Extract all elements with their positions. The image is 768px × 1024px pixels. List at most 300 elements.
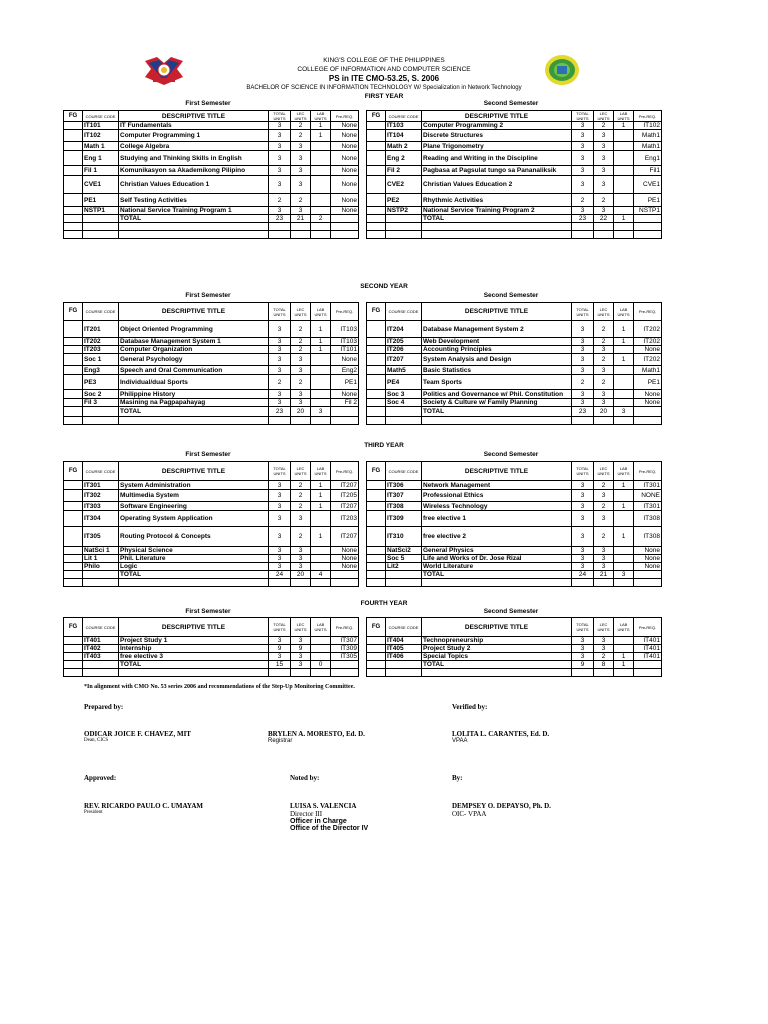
lab-units-cell xyxy=(311,194,331,207)
total-units-cell: 2 xyxy=(269,375,291,390)
lec-units-cell: 3 xyxy=(291,166,311,176)
lec-units-cell: 3 xyxy=(291,653,311,661)
lec-units-cell: 3 xyxy=(594,563,614,571)
grade-cell xyxy=(367,176,386,194)
total-units-cell: 3 xyxy=(269,511,291,527)
lab-units-cell: 1 xyxy=(614,215,634,223)
lab-units-cell: 1 xyxy=(614,122,634,130)
lec-units-cell: 2 xyxy=(291,346,311,354)
total-units-cell: 3 xyxy=(269,399,291,407)
total-units-cell: 3 xyxy=(269,338,291,346)
lec-units-cell: 3 xyxy=(594,166,614,176)
course-title-cell: Speech and Oral Communication xyxy=(119,366,269,375)
grade-cell xyxy=(64,637,83,645)
lec-units-cell: 3 xyxy=(291,354,311,366)
column-header-lec: LEC UNITS xyxy=(594,462,614,481)
grade-cell xyxy=(367,166,386,176)
signatory-moresto xyxy=(268,730,365,744)
course-title-cell: Masining na Pagpapahayag xyxy=(119,399,269,407)
blank-cell xyxy=(634,579,662,587)
course-code-cell xyxy=(83,571,119,579)
course-row xyxy=(64,166,359,176)
lec-units-cell: 3 xyxy=(594,207,614,215)
prereq-cell xyxy=(634,215,662,223)
total-units-cell: 3 xyxy=(572,366,594,375)
course-row xyxy=(367,511,662,527)
grade-cell xyxy=(367,338,386,346)
blank-cell xyxy=(119,417,269,425)
column-header-lec: LEC UNITS xyxy=(291,111,311,122)
course-title-cell: TOTAL xyxy=(422,407,572,417)
course-row xyxy=(64,481,359,490)
column-header-lab: LAB UNITS xyxy=(311,303,331,321)
course-title-cell: Christian Values Education 2 xyxy=(422,176,572,194)
lab-units-cell: 1 xyxy=(311,481,331,490)
blank-cell xyxy=(422,223,572,231)
grade-cell xyxy=(64,527,83,547)
course-table xyxy=(366,110,662,239)
column-header-total: TOTAL UNITS xyxy=(269,111,291,122)
prereq-cell: None xyxy=(331,166,359,176)
course-code-cell: Fil 1 xyxy=(83,166,119,176)
signatory-umayam xyxy=(84,802,203,815)
column-header-prereq: Pre-REQ. xyxy=(634,462,662,481)
lab-units-cell xyxy=(311,151,331,166)
total-row xyxy=(367,571,662,579)
lec-units-cell: 3 xyxy=(594,142,614,151)
grade-cell xyxy=(367,151,386,166)
blank-cell xyxy=(634,223,662,231)
course-title-cell: Professional Ethics xyxy=(422,490,572,502)
prereq-cell: IT202 xyxy=(634,321,662,338)
total-units-cell: 3 xyxy=(269,166,291,176)
college-name: KING'S COLLEGE OF THE PHILIPPINES xyxy=(323,57,445,64)
blank-cell xyxy=(422,579,572,587)
course-title-cell: Object Oriented Programming xyxy=(119,321,269,338)
course-row xyxy=(367,375,662,390)
column-header-lec: LEC UNITS xyxy=(291,618,311,637)
blank-cell xyxy=(269,223,291,231)
table-header-row xyxy=(64,618,359,637)
blank-cell xyxy=(386,223,422,231)
blank-cell xyxy=(64,417,83,425)
blank-cell xyxy=(594,669,614,677)
signatory-chavez xyxy=(84,730,191,743)
document-header xyxy=(0,56,768,93)
column-header-lab: LAB UNITS xyxy=(614,303,634,321)
course-title-cell: Christian Values Education 1 xyxy=(119,176,269,194)
prereq-cell: IT103 xyxy=(331,338,359,346)
course-table xyxy=(63,302,359,425)
prereq-cell: IT401 xyxy=(634,653,662,661)
course-code-cell: Lit 1 xyxy=(83,555,119,563)
column-header-fg: FG xyxy=(367,618,386,637)
course-row xyxy=(64,122,359,130)
course-title-cell: Web Development xyxy=(422,338,572,346)
grade-cell xyxy=(367,571,386,579)
course-code-cell: IT204 xyxy=(386,321,422,338)
total-units-cell: 3 xyxy=(269,555,291,563)
blank-cell xyxy=(291,223,311,231)
lec-units-cell: 3 xyxy=(291,511,311,527)
course-row xyxy=(64,142,359,151)
blank-cell xyxy=(572,231,594,239)
grade-cell xyxy=(367,215,386,223)
total-units-cell: 3 xyxy=(269,547,291,555)
semester-label: Second Semester xyxy=(483,292,539,299)
course-row xyxy=(367,399,662,407)
lab-units-cell: 1 xyxy=(311,346,331,354)
lab-units-cell: 1 xyxy=(614,338,634,346)
blank-row xyxy=(367,417,662,425)
signatory-name: DEMPSEY O. DEPAYSO, Ph. D. xyxy=(452,802,551,810)
prereq-cell: None xyxy=(331,547,359,555)
blank-cell xyxy=(291,579,311,587)
prereq-cell: None xyxy=(331,354,359,366)
course-row xyxy=(367,637,662,645)
course-table xyxy=(366,302,662,425)
column-header-code: COURSE CODE xyxy=(83,303,119,321)
course-row xyxy=(367,547,662,555)
total-units-cell: 3 xyxy=(269,490,291,502)
verified-by-block xyxy=(452,703,487,711)
year-label: THIRD YEAR xyxy=(364,442,404,449)
column-header-total: TOTAL UNITS xyxy=(269,462,291,481)
course-title-cell: Database Management System 2 xyxy=(422,321,572,338)
by-label: By: xyxy=(452,774,463,782)
course-code-cell: IT206 xyxy=(386,346,422,354)
lab-units-cell: 1 xyxy=(311,527,331,547)
course-row xyxy=(367,645,662,653)
department-name: COLLEGE OF INFORMATION AND COMPUTER SCIENCE xyxy=(297,66,471,73)
column-header-title: DESCRIPTIVE TITLE xyxy=(422,462,572,481)
column-header-total: TOTAL UNITS xyxy=(572,303,594,321)
course-title-cell: TOTAL xyxy=(422,571,572,579)
blank-cell xyxy=(594,417,614,425)
column-header-lec: LEC UNITS xyxy=(594,111,614,122)
course-title-cell: free elective 3 xyxy=(119,653,269,661)
grade-cell xyxy=(64,571,83,579)
prereq-cell: Math1 xyxy=(634,366,662,375)
blank-cell xyxy=(311,417,331,425)
blank-cell xyxy=(614,223,634,231)
course-code-cell: Fil 2 xyxy=(386,166,422,176)
column-header-fg: FG xyxy=(367,111,386,122)
lab-units-cell: 2 xyxy=(311,215,331,223)
course-title-cell: Phil. Literature xyxy=(119,555,269,563)
blank-cell xyxy=(64,223,83,231)
verified-by-label: Verified by: xyxy=(452,703,488,711)
course-code-cell xyxy=(386,571,422,579)
total-units-cell: 3 xyxy=(572,547,594,555)
lec-units-cell: 3 xyxy=(291,661,311,669)
blank-cell xyxy=(291,669,311,677)
prereq-cell: None xyxy=(634,555,662,563)
grade-cell xyxy=(367,321,386,338)
course-code-cell: IT303 xyxy=(83,502,119,511)
prereq-cell: IT308 xyxy=(634,527,662,547)
total-units-cell: 3 xyxy=(269,130,291,142)
lab-units-cell: 1 xyxy=(311,338,331,346)
lec-units-cell: 2 xyxy=(291,130,311,142)
total-units-cell: 3 xyxy=(572,130,594,142)
course-code-cell: IT309 xyxy=(386,511,422,527)
blank-cell xyxy=(422,231,572,239)
course-code-cell: CVE2 xyxy=(386,176,422,194)
lab-units-cell xyxy=(614,194,634,207)
signatory-name: LUISA S. VALENCIA xyxy=(290,802,357,810)
column-header-code: COURSE CODE xyxy=(386,111,422,122)
grade-cell xyxy=(64,390,83,399)
column-header-lab: LAB UNITS xyxy=(614,618,634,637)
grade-cell xyxy=(367,399,386,407)
lab-units-cell: 1 xyxy=(311,321,331,338)
lab-units-cell xyxy=(614,375,634,390)
grade-cell xyxy=(367,490,386,502)
column-header-lec: LEC UNITS xyxy=(291,462,311,481)
prereq-cell: IT301 xyxy=(634,502,662,511)
blank-row xyxy=(367,231,662,239)
prereq-cell: IT202 xyxy=(634,338,662,346)
grade-cell xyxy=(64,399,83,407)
grade-cell xyxy=(64,346,83,354)
course-code-cell xyxy=(83,215,119,223)
lab-units-cell: 1 xyxy=(614,661,634,669)
total-units-cell: 3 xyxy=(269,321,291,338)
course-title-cell: Rhythmic Activities xyxy=(422,194,572,207)
grade-cell xyxy=(64,151,83,166)
total-units-cell: 3 xyxy=(572,151,594,166)
blank-cell xyxy=(331,223,359,231)
course-title-cell: free elective 1 xyxy=(422,511,572,527)
course-code-cell: Eng 2 xyxy=(386,151,422,166)
course-code-cell: Soc 4 xyxy=(386,399,422,407)
grade-cell xyxy=(367,130,386,142)
course-title-cell: System Analysis and Design xyxy=(422,354,572,366)
course-row xyxy=(367,502,662,511)
lab-units-cell xyxy=(614,547,634,555)
prereq-cell: Fil1 xyxy=(634,166,662,176)
prereq-cell: IT305 xyxy=(331,653,359,661)
prereq-cell: PE1 xyxy=(634,375,662,390)
lec-units-cell: 3 xyxy=(291,207,311,215)
blank-cell xyxy=(331,579,359,587)
lec-units-cell: 2 xyxy=(594,653,614,661)
prereq-cell xyxy=(331,661,359,669)
lab-units-cell: 1 xyxy=(614,481,634,490)
grade-cell xyxy=(64,502,83,511)
lec-units-cell: 2 xyxy=(594,527,614,547)
grade-cell xyxy=(367,637,386,645)
grade-cell xyxy=(367,645,386,653)
blank-cell xyxy=(422,417,572,425)
grade-cell xyxy=(367,354,386,366)
column-header-total: TOTAL UNITS xyxy=(269,618,291,637)
blank-cell xyxy=(634,669,662,677)
blank-cell xyxy=(291,231,311,239)
course-code-cell: NSTP2 xyxy=(386,207,422,215)
lab-units-cell xyxy=(311,142,331,151)
grade-cell xyxy=(367,142,386,151)
signatory-title: Director III xyxy=(290,810,323,818)
course-code-cell: IT305 xyxy=(83,527,119,547)
prereq-cell xyxy=(331,215,359,223)
lec-units-cell: 3 xyxy=(291,555,311,563)
prereq-cell xyxy=(634,661,662,669)
blank-cell xyxy=(269,417,291,425)
column-header-prereq: Pre-REQ. xyxy=(634,111,662,122)
total-units-cell: 3 xyxy=(572,563,594,571)
prereq-cell: Math1 xyxy=(634,130,662,142)
lec-units-cell: 2 xyxy=(291,527,311,547)
grade-cell xyxy=(64,215,83,223)
course-title-cell: Self Testing Activities xyxy=(119,194,269,207)
blank-cell xyxy=(311,231,331,239)
course-code-cell: IT102 xyxy=(83,130,119,142)
prereq-cell: None xyxy=(331,390,359,399)
blank-cell xyxy=(614,417,634,425)
lec-units-cell: 2 xyxy=(594,502,614,511)
total-units-cell: 2 xyxy=(269,194,291,207)
total-units-cell: 9 xyxy=(269,645,291,653)
prereq-cell: IT309 xyxy=(331,645,359,653)
course-code-cell: Soc 3 xyxy=(386,390,422,399)
semester-label: First Semester xyxy=(185,608,231,615)
blank-cell xyxy=(572,417,594,425)
blank-cell xyxy=(386,231,422,239)
grade-cell xyxy=(64,563,83,571)
column-header-total: TOTAL UNITS xyxy=(572,111,594,122)
course-table xyxy=(366,461,662,587)
course-row xyxy=(64,176,359,194)
course-row xyxy=(64,637,359,645)
grade-cell xyxy=(64,194,83,207)
course-title-cell: TOTAL xyxy=(119,661,269,669)
lab-units-cell xyxy=(311,555,331,563)
blank-cell xyxy=(64,579,83,587)
prereq-cell: None xyxy=(634,346,662,354)
year-label: FIRST YEAR xyxy=(364,93,404,100)
grade-cell xyxy=(64,130,83,142)
lab-units-cell: 1 xyxy=(311,502,331,511)
column-header-lec: LEC UNITS xyxy=(594,618,614,637)
lec-units-cell: 20 xyxy=(291,407,311,417)
grade-cell xyxy=(64,366,83,375)
lec-units-cell: 9 xyxy=(291,645,311,653)
course-row xyxy=(367,481,662,490)
prereq-cell: None xyxy=(331,151,359,166)
course-title-cell: Operating System Application xyxy=(119,511,269,527)
lab-units-cell xyxy=(311,653,331,661)
blank-cell xyxy=(367,417,386,425)
course-title-cell: Project Study 2 xyxy=(422,645,572,653)
prereq-cell: None xyxy=(634,390,662,399)
grade-cell xyxy=(64,338,83,346)
lec-units-cell: 2 xyxy=(291,338,311,346)
prereq-cell: Math1 xyxy=(634,142,662,151)
course-title-cell: IT Fundamentals xyxy=(119,122,269,130)
lec-units-cell: 3 xyxy=(291,547,311,555)
course-title-cell: Reading and Writing in the Discipline xyxy=(422,151,572,166)
column-header-lec: LEC UNITS xyxy=(594,303,614,321)
grade-cell xyxy=(64,407,83,417)
column-header-prereq: Pre-REQ. xyxy=(634,618,662,637)
course-title-cell: TOTAL xyxy=(119,407,269,417)
grade-cell xyxy=(367,122,386,130)
column-header-title: DESCRIPTIVE TITLE xyxy=(119,462,269,481)
lec-units-cell: 8 xyxy=(594,661,614,669)
grade-cell xyxy=(367,653,386,661)
course-code-cell xyxy=(386,407,422,417)
prereq-cell: IT103 xyxy=(331,321,359,338)
course-row xyxy=(64,563,359,571)
total-units-cell: 3 xyxy=(572,399,594,407)
total-row xyxy=(64,661,359,669)
course-table xyxy=(366,617,662,677)
column-header-title: DESCRIPTIVE TITLE xyxy=(119,303,269,321)
grade-cell xyxy=(367,407,386,417)
course-title-cell: TOTAL xyxy=(119,571,269,579)
course-row xyxy=(367,354,662,366)
total-units-cell: 3 xyxy=(269,390,291,399)
course-row xyxy=(367,130,662,142)
grade-cell xyxy=(64,166,83,176)
approved-label: Approved: xyxy=(84,774,117,782)
lec-units-cell: 2 xyxy=(594,338,614,346)
blank-cell xyxy=(83,223,119,231)
column-header-prereq: Pre-REQ. xyxy=(331,618,359,637)
grade-cell xyxy=(367,661,386,669)
lab-units-cell xyxy=(311,176,331,194)
column-header-code: COURSE CODE xyxy=(386,618,422,637)
total-units-cell: 3 xyxy=(572,338,594,346)
course-row xyxy=(64,366,359,375)
blank-cell xyxy=(331,417,359,425)
lec-units-cell: 2 xyxy=(291,490,311,502)
lab-units-cell: 3 xyxy=(614,571,634,579)
year-label: SECOND YEAR xyxy=(360,283,408,290)
lec-units-cell: 2 xyxy=(594,375,614,390)
course-row xyxy=(367,555,662,563)
course-title-cell: Computer Programming 2 xyxy=(422,122,572,130)
lec-units-cell: 3 xyxy=(594,399,614,407)
blank-cell xyxy=(291,417,311,425)
course-row xyxy=(64,207,359,215)
lab-units-cell xyxy=(311,637,331,645)
lab-units-cell xyxy=(311,354,331,366)
table-header-row xyxy=(367,111,662,122)
total-units-cell: 24 xyxy=(572,571,594,579)
course-code-cell xyxy=(83,661,119,669)
noted-by-block xyxy=(290,774,319,782)
total-units-cell: 3 xyxy=(572,176,594,194)
course-code-cell: PE3 xyxy=(83,375,119,390)
course-row xyxy=(64,375,359,390)
grade-cell xyxy=(367,502,386,511)
course-row xyxy=(64,547,359,555)
prereq-cell: NSTP1 xyxy=(634,207,662,215)
semester-label: Second Semester xyxy=(483,100,539,107)
lec-units-cell: 2 xyxy=(291,375,311,390)
prereq-cell xyxy=(331,571,359,579)
lab-units-cell xyxy=(614,490,634,502)
total-units-cell: 15 xyxy=(269,661,291,669)
lec-units-cell: 22 xyxy=(594,215,614,223)
grade-cell xyxy=(64,547,83,555)
total-units-cell: 2 xyxy=(572,375,594,390)
prereq-cell: None xyxy=(331,142,359,151)
course-title-cell: Database Management System 1 xyxy=(119,338,269,346)
